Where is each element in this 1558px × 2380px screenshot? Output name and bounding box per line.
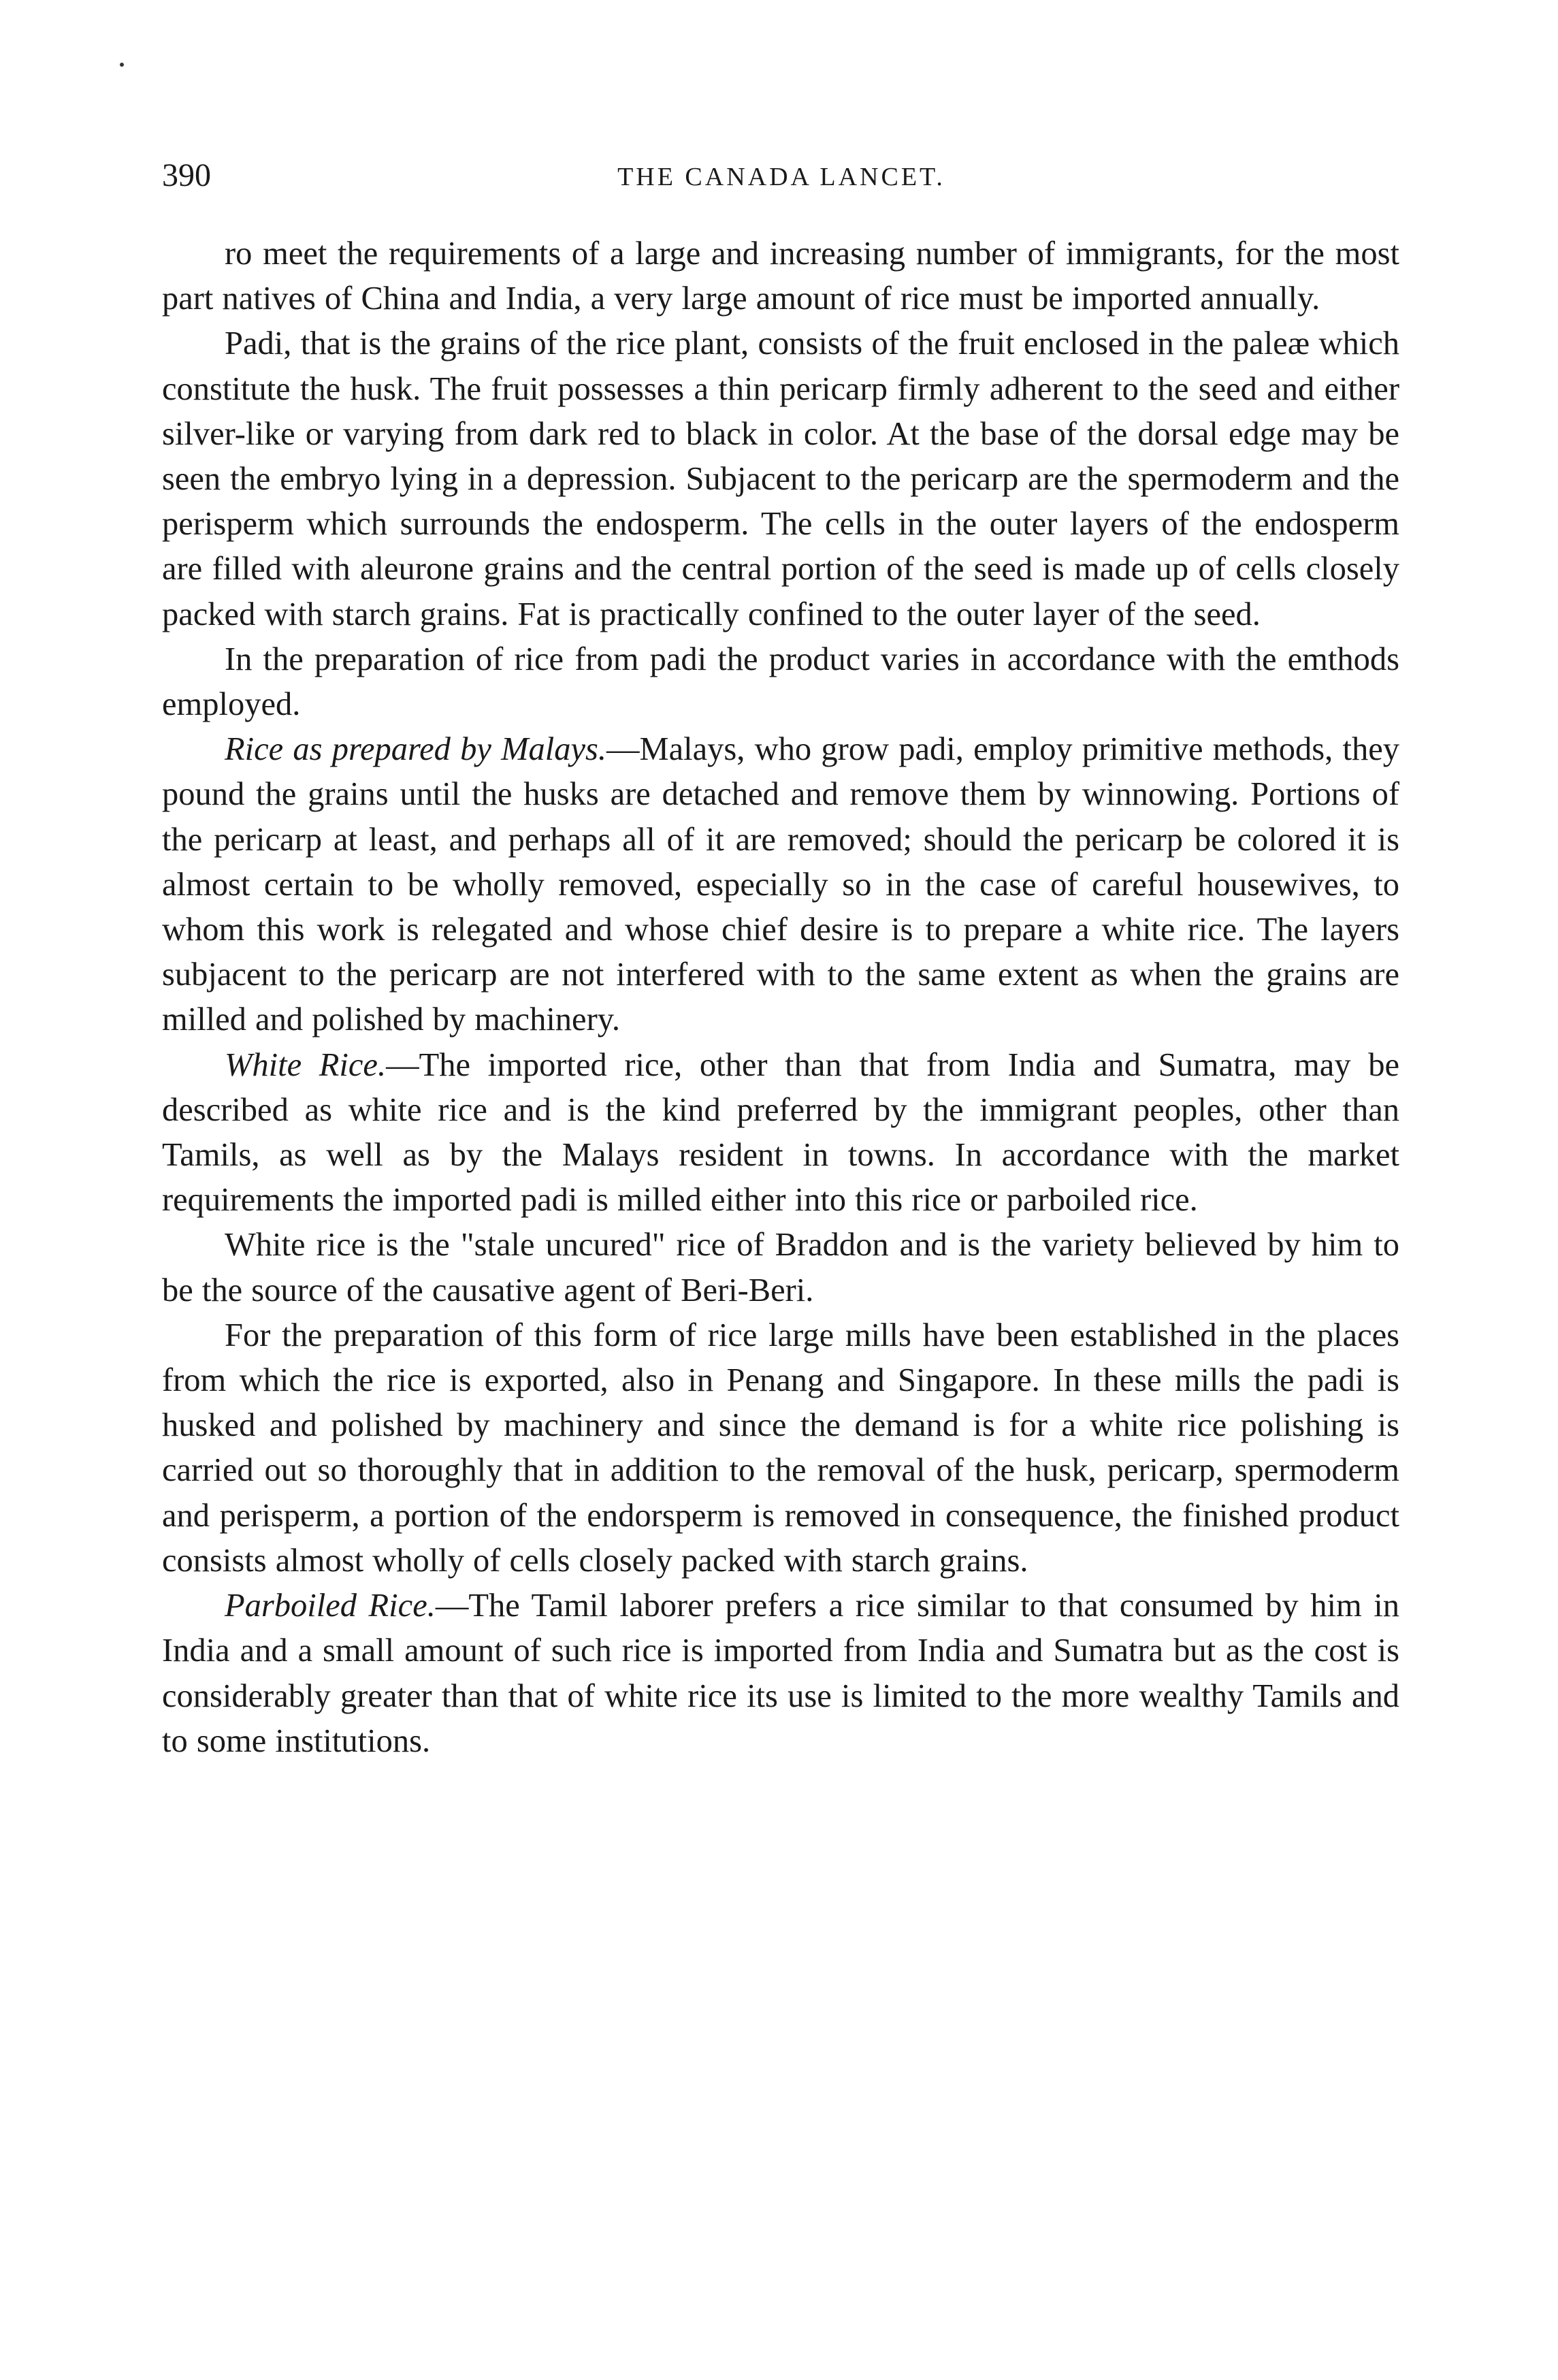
paragraph: [162, 637, 1399, 727]
print-speck: [120, 63, 124, 67]
paragraph: [162, 727, 1399, 1042]
paragraph: [162, 231, 1399, 321]
paragraph: [162, 1313, 1399, 1583]
paragraph-text: Padi, that is the grains of the rice plant, consists of the fruit enclosed in the paleæ which constitute the husk. The fruit possesses a thin pericarp firmly adherent to the seed and either silver-like or varying from dark red to black in color. At the base of the dorsal edge may be seen the embryo lying in a depression. Subjacent to the pericarp are the spermoderm and the perisperm which surrounds the endosperm. The cells in the outer layers of the endosperm are filled with aleurone grains and the central portion of the seed is made up of cells closely packed with starch grains. Fat is practically confined to the outer layer of the seed.: [162, 325, 1399, 632]
section-run-in-heading: White Rice.: [225, 1046, 387, 1083]
paragraph: [162, 1043, 1399, 1223]
paragraph-text: In the preparation of rice from padi the product varies in accordance with the emthods employed.: [162, 641, 1399, 723]
page-header: [162, 155, 1401, 196]
section-run-in-heading: Rice as prepared by Malays.: [225, 731, 607, 768]
section-run-in-heading: Parboiled Rice.: [225, 1588, 436, 1624]
paragraph-text: For the preparation of this form of rice large mills have been established in the places from which the rice is exported, also in Penang and Singapore. In these mills the padi is husked and polished by machinery and since the demand is for a white rice polishing is carried out so thoroughly that in addition to the removal of the husk, pericarp, spermoderm and perisperm, a portion of the endorsperm is removed in consequence, the finished product consists almost wholly of cells closely packed with starch grains.: [162, 1317, 1399, 1579]
paragraph-text: —The Tamil laborer prefers a rice similar to that consumed by him in India and a small amount of such rice is imported from India and Sumatra but as the cost is considerably greater than that of white rice its use is limited to the more wealthy Tamils and to some institutions.: [162, 1588, 1399, 1759]
paragraph: [162, 321, 1399, 637]
paragraph-text: —Malays, who grow padi, employ primitive methods, they pound the grains until the husks are detached and remove them by winnowing. Portions of the pericarp at least, and perhaps all of it are removed; should the pericarp be colored it is almost certain to be wholly removed, especially so in the case of careful housewives, to whom this work is relegated and whose chief desire is to prepare a white rice. The layers subjacent to the pericarp are not interfered with to the same extent as when the grains are milled and polished by machinery.: [162, 731, 1399, 1038]
paragraph-text: —The imported rice, other than that from India and Sumatra, may be described as white rice and is the kind preferred by the immigrant peoples, other than Tamils, as well as by the Malays resident in towns. In accordance with the market requirements the imported padi is milled either into this rice or parboiled rice.: [162, 1046, 1399, 1219]
paragraph: [162, 1583, 1399, 1764]
paragraph-text: ro meet the requirements of a large and increasing number of immigrants, for the most part natives of China and India, a very large amount of rice must be imported annually.: [162, 236, 1399, 317]
paragraph-text: White rice is the "stale uncured" rice of Braddon and is the variety believed by him to be the source of the causative agent of Beri-Beri.: [162, 1227, 1399, 1308]
page-number: 390: [162, 157, 211, 193]
running-title: THE CANADA LANCET.: [617, 163, 945, 191]
paragraph: [162, 1223, 1399, 1313]
article-body: [162, 231, 1399, 1764]
